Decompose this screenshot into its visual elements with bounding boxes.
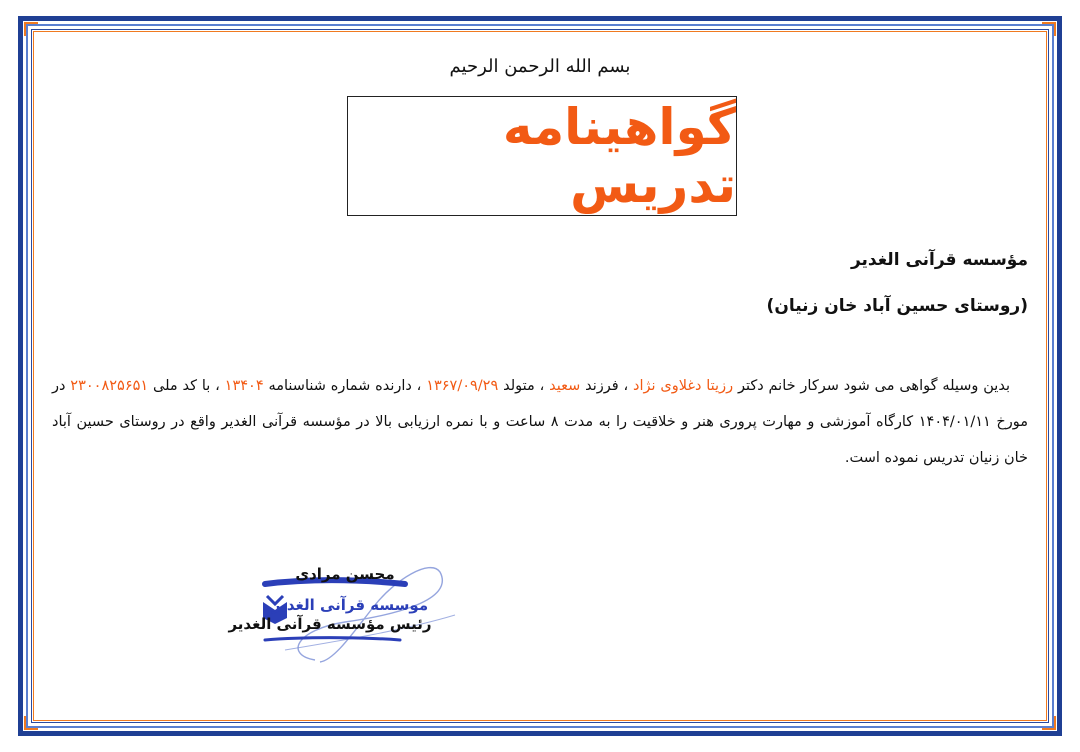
signature-block: [225, 560, 465, 670]
birth-date: ۱۳۶۷/۰۹/۲۹: [426, 378, 499, 394]
recipient-name: رزیتا دغلاوی نژاد: [633, 378, 734, 394]
body-text-part: ، با کد ملی: [148, 378, 225, 394]
body-text-part: ، متولد: [498, 378, 550, 394]
corner-ornament: [1042, 22, 1056, 36]
corner-ornament: [24, 716, 38, 730]
corner-ornament: [24, 22, 38, 36]
certificate-title: گواهینامه تدریس: [502, 98, 736, 214]
stamp-text: موسسه قرآنی الغدیر: [271, 596, 429, 614]
certificate-body: [52, 368, 1028, 476]
national-code: ۲۳۰۰۸۲۵۶۵۱: [70, 378, 149, 394]
body-text-part: در مورخ ۱۴۰۴/۰۱/۱۱ کارگاه آموزشی و مهارت پروری هنر و خلاقیت را به مدت ۸ ساعت و با نمره ارزیابی بالا در مؤسسه قرآنی الغدیر واقع در روستای حسین آباد خان زنیان تدریس نموده است.: [52, 378, 1028, 466]
father-name: سعید: [549, 378, 581, 394]
village-name: (روستای حسین آباد خان زنیان): [766, 296, 1028, 316]
body-text-part: بدین وسیله گواهی می شود سرکار خانم دکتر: [733, 378, 1010, 394]
signer-title: رئیس مؤسسه قرآنی الغدیر: [228, 615, 432, 633]
corner-ornament: [1042, 716, 1056, 730]
basmala: بسم الله الرحمن الرحيم: [449, 56, 631, 77]
signer-name: محسن مرادی: [295, 565, 395, 583]
title-box: [347, 96, 737, 216]
body-text-part: ، فرزند: [580, 378, 634, 394]
institution-name: مؤسسه قرآنی الغدیر: [850, 250, 1028, 270]
body-text-part: ، دارنده شماره شناسنامه: [263, 378, 427, 394]
id-number: ۱۳۴۰۴: [224, 378, 264, 394]
